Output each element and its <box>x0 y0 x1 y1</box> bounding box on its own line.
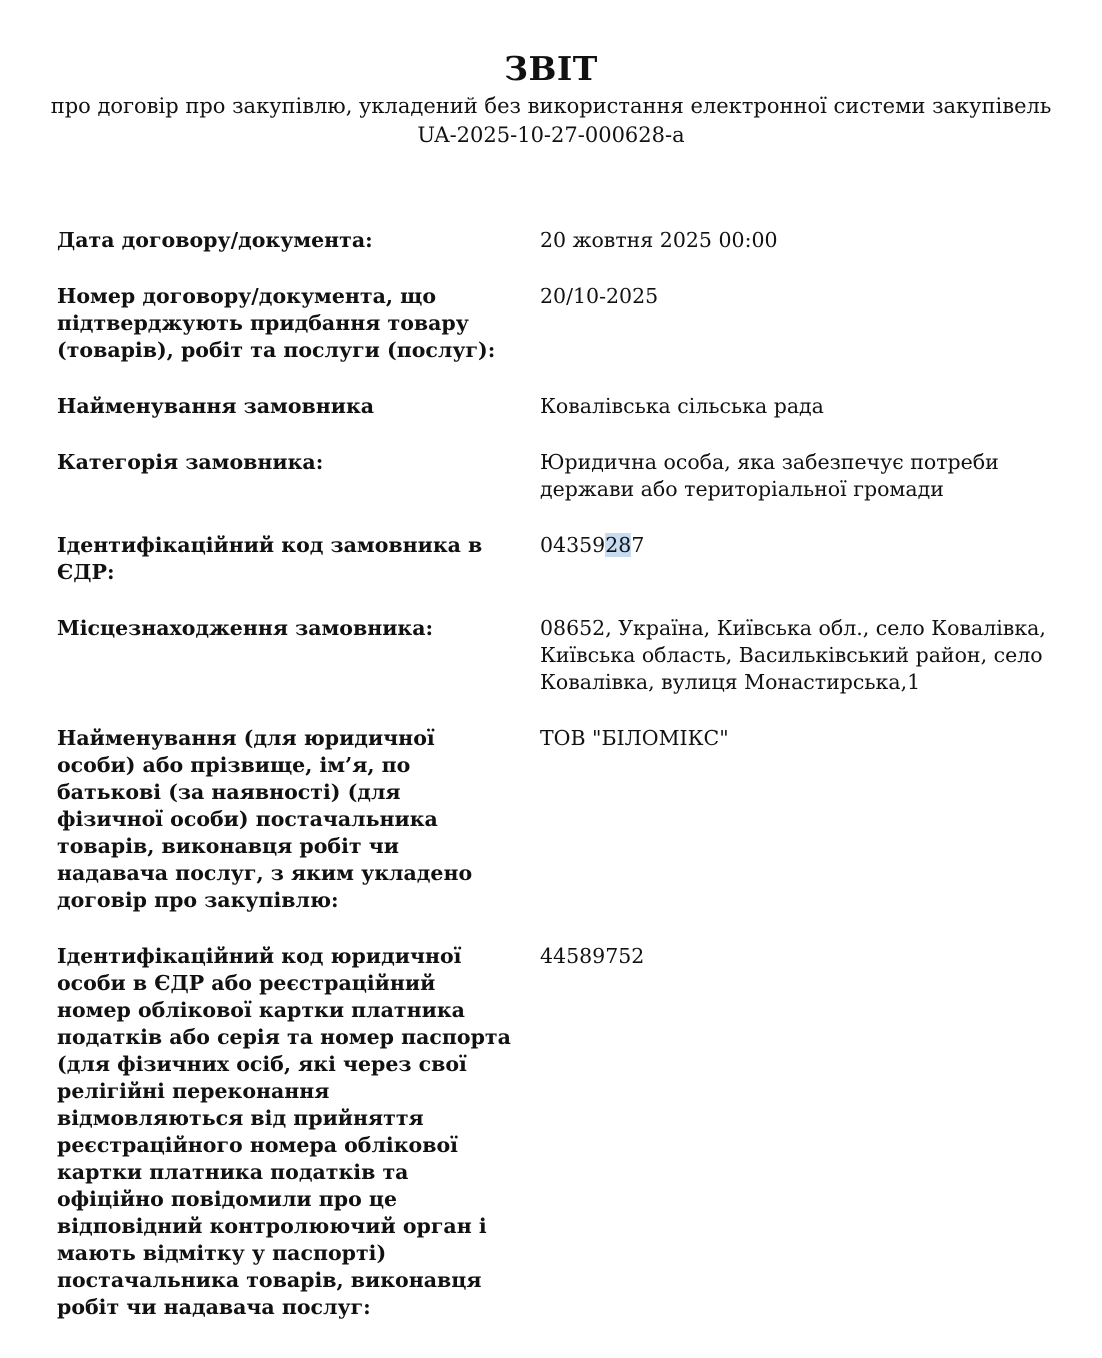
report-id: UA-2025-10-27-000628-a <box>417 123 685 147</box>
value-part: 04359 <box>540 533 606 557</box>
field-customer-edr-code <box>57 532 1097 586</box>
report-fields <box>57 227 1097 1350</box>
field-label: Ідентифікаційний код юридичної особи в ЄДР або реєстраційний номер облікової картки платника податків або серія та номер паспорта (для фізичних осіб, які через свої релігійні переконання відмовляються від прийняття реєстраційного номера облікової картки платника податків та офіційно повідомили про це відповідний контролюючий орган і мають відмітку у паспорті) постачальника товарів, виконавця робіт чи надавача послуг: <box>57 944 511 1319</box>
field-label: Найменування (для юридичної особи) або прізвище, ім’я, по батькові (за наявності) (для фізичної особи) постачальника товарів, виконавця робіт чи надавача послуг, з яким укладено договір про закупівлю: <box>57 726 473 912</box>
field-label: Ідентифікаційний код замовника в ЄДР: <box>57 533 483 584</box>
field-label: Категорія замовника: <box>57 450 324 474</box>
field-customer-location <box>57 615 1097 696</box>
report-header <box>0 46 1102 150</box>
field-supplier-name <box>57 725 1097 914</box>
field-label: Дата договору/документа: <box>57 228 373 252</box>
page-subtitle: про договір про закупівлю, укладений без використання електронної системи закупівель <box>50 94 1052 118</box>
value-part: 7 <box>631 533 645 557</box>
field-label: Номер договору/документа, що підтверджують придбання товару (товарів), робіт та послуги (послуг): <box>57 284 496 362</box>
field-customer-name <box>57 393 1097 420</box>
text-selection-highlight: 28 <box>605 533 632 557</box>
field-label: Місцезнаходження замовника: <box>57 616 434 640</box>
field-value <box>540 532 1097 559</box>
page-title: ЗВІТ <box>504 49 598 88</box>
field-customer-category <box>57 449 1097 503</box>
field-value: 20/10-2025 <box>540 284 659 308</box>
field-value: 20 жовтня 2025 00:00 <box>540 228 778 252</box>
field-value: 44589752 <box>540 944 645 968</box>
field-contract-date <box>57 227 1097 254</box>
field-label: Найменування замовника <box>57 394 375 418</box>
field-value: 08652, Україна, Київська обл., село Ковалівка, Київська область, Васильківський район, село Ковалівка, вулиця Монастирська,1 <box>540 616 1046 694</box>
field-supplier-code <box>57 943 1097 1321</box>
field-contract-number <box>57 283 1097 364</box>
field-value: Юридична особа, яка забезпечує потреби держави або територіальної громади <box>540 450 999 501</box>
field-value: Ковалівська сільська рада <box>540 394 824 418</box>
field-value: ТОВ "БІЛОМІКС" <box>540 726 729 750</box>
